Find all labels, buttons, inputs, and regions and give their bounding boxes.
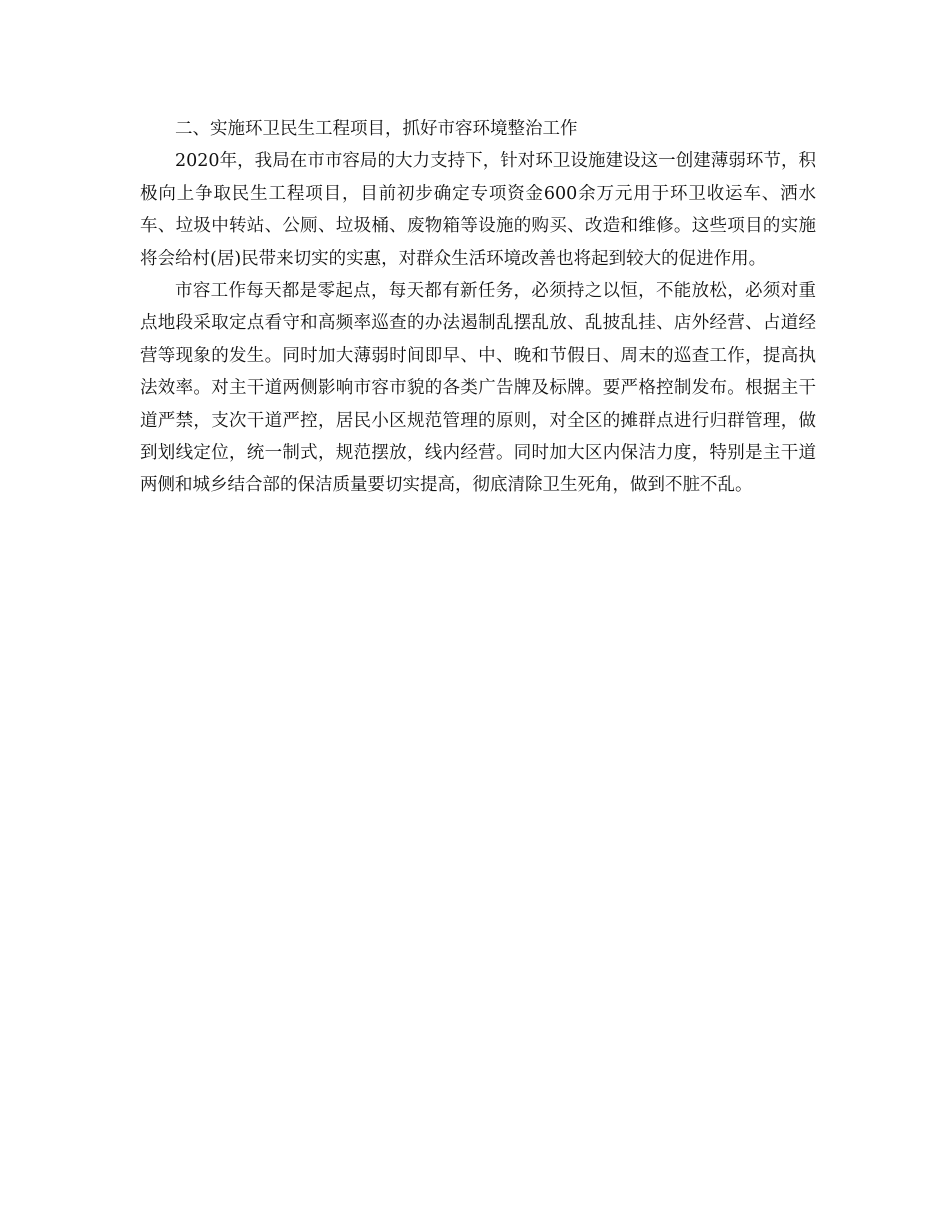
paragraph-funding: 2020年，我局在市市容局的大力支持下，针对环卫设施建设这一创建薄弱环节，积极向上争取民生工程项目，目前初步确定专项资金600余万元用于环卫收运车、洒水车、垃圾中转站、公厕、垃圾桶、废物箱等设施的购买、改造和维修。这些项目的实施将会给村(居)民带来切实的实惠，对群众生活环境改善也将起到较大的促进作用。: [140, 151, 816, 269]
section-heading: 二、实施环卫民生工程项目，抓好市容环境整治工作: [175, 119, 578, 139]
document-body: [140, 113, 816, 502]
paragraph-city-appearance: 市容工作每天都是零起点，每天都有新任务，必须持之以恒，不能放松，必须对重点地段采取定点看守和高频率巡查的办法遏制乱摆乱放、乱披乱挂、店外经营、占道经营等现象的发生。同时加大薄弱时间即早、中、晚和节假日、周末的巡查工作，提高执法效率。对主干道两侧影响市容市貌的各类广告牌及标牌。要严格控制发布。根据主干道严禁，支次干道严控，居民小区规范管理的原则，对全区的摊群点进行归群管理，做到划线定位，统一制式，规范摆放，线内经营。同时加大区内保洁力度，特别是主干道两侧和城乡结合部的保洁质量要切实提高，彻底清除卫生死角，做到不脏不乱。: [140, 281, 816, 496]
